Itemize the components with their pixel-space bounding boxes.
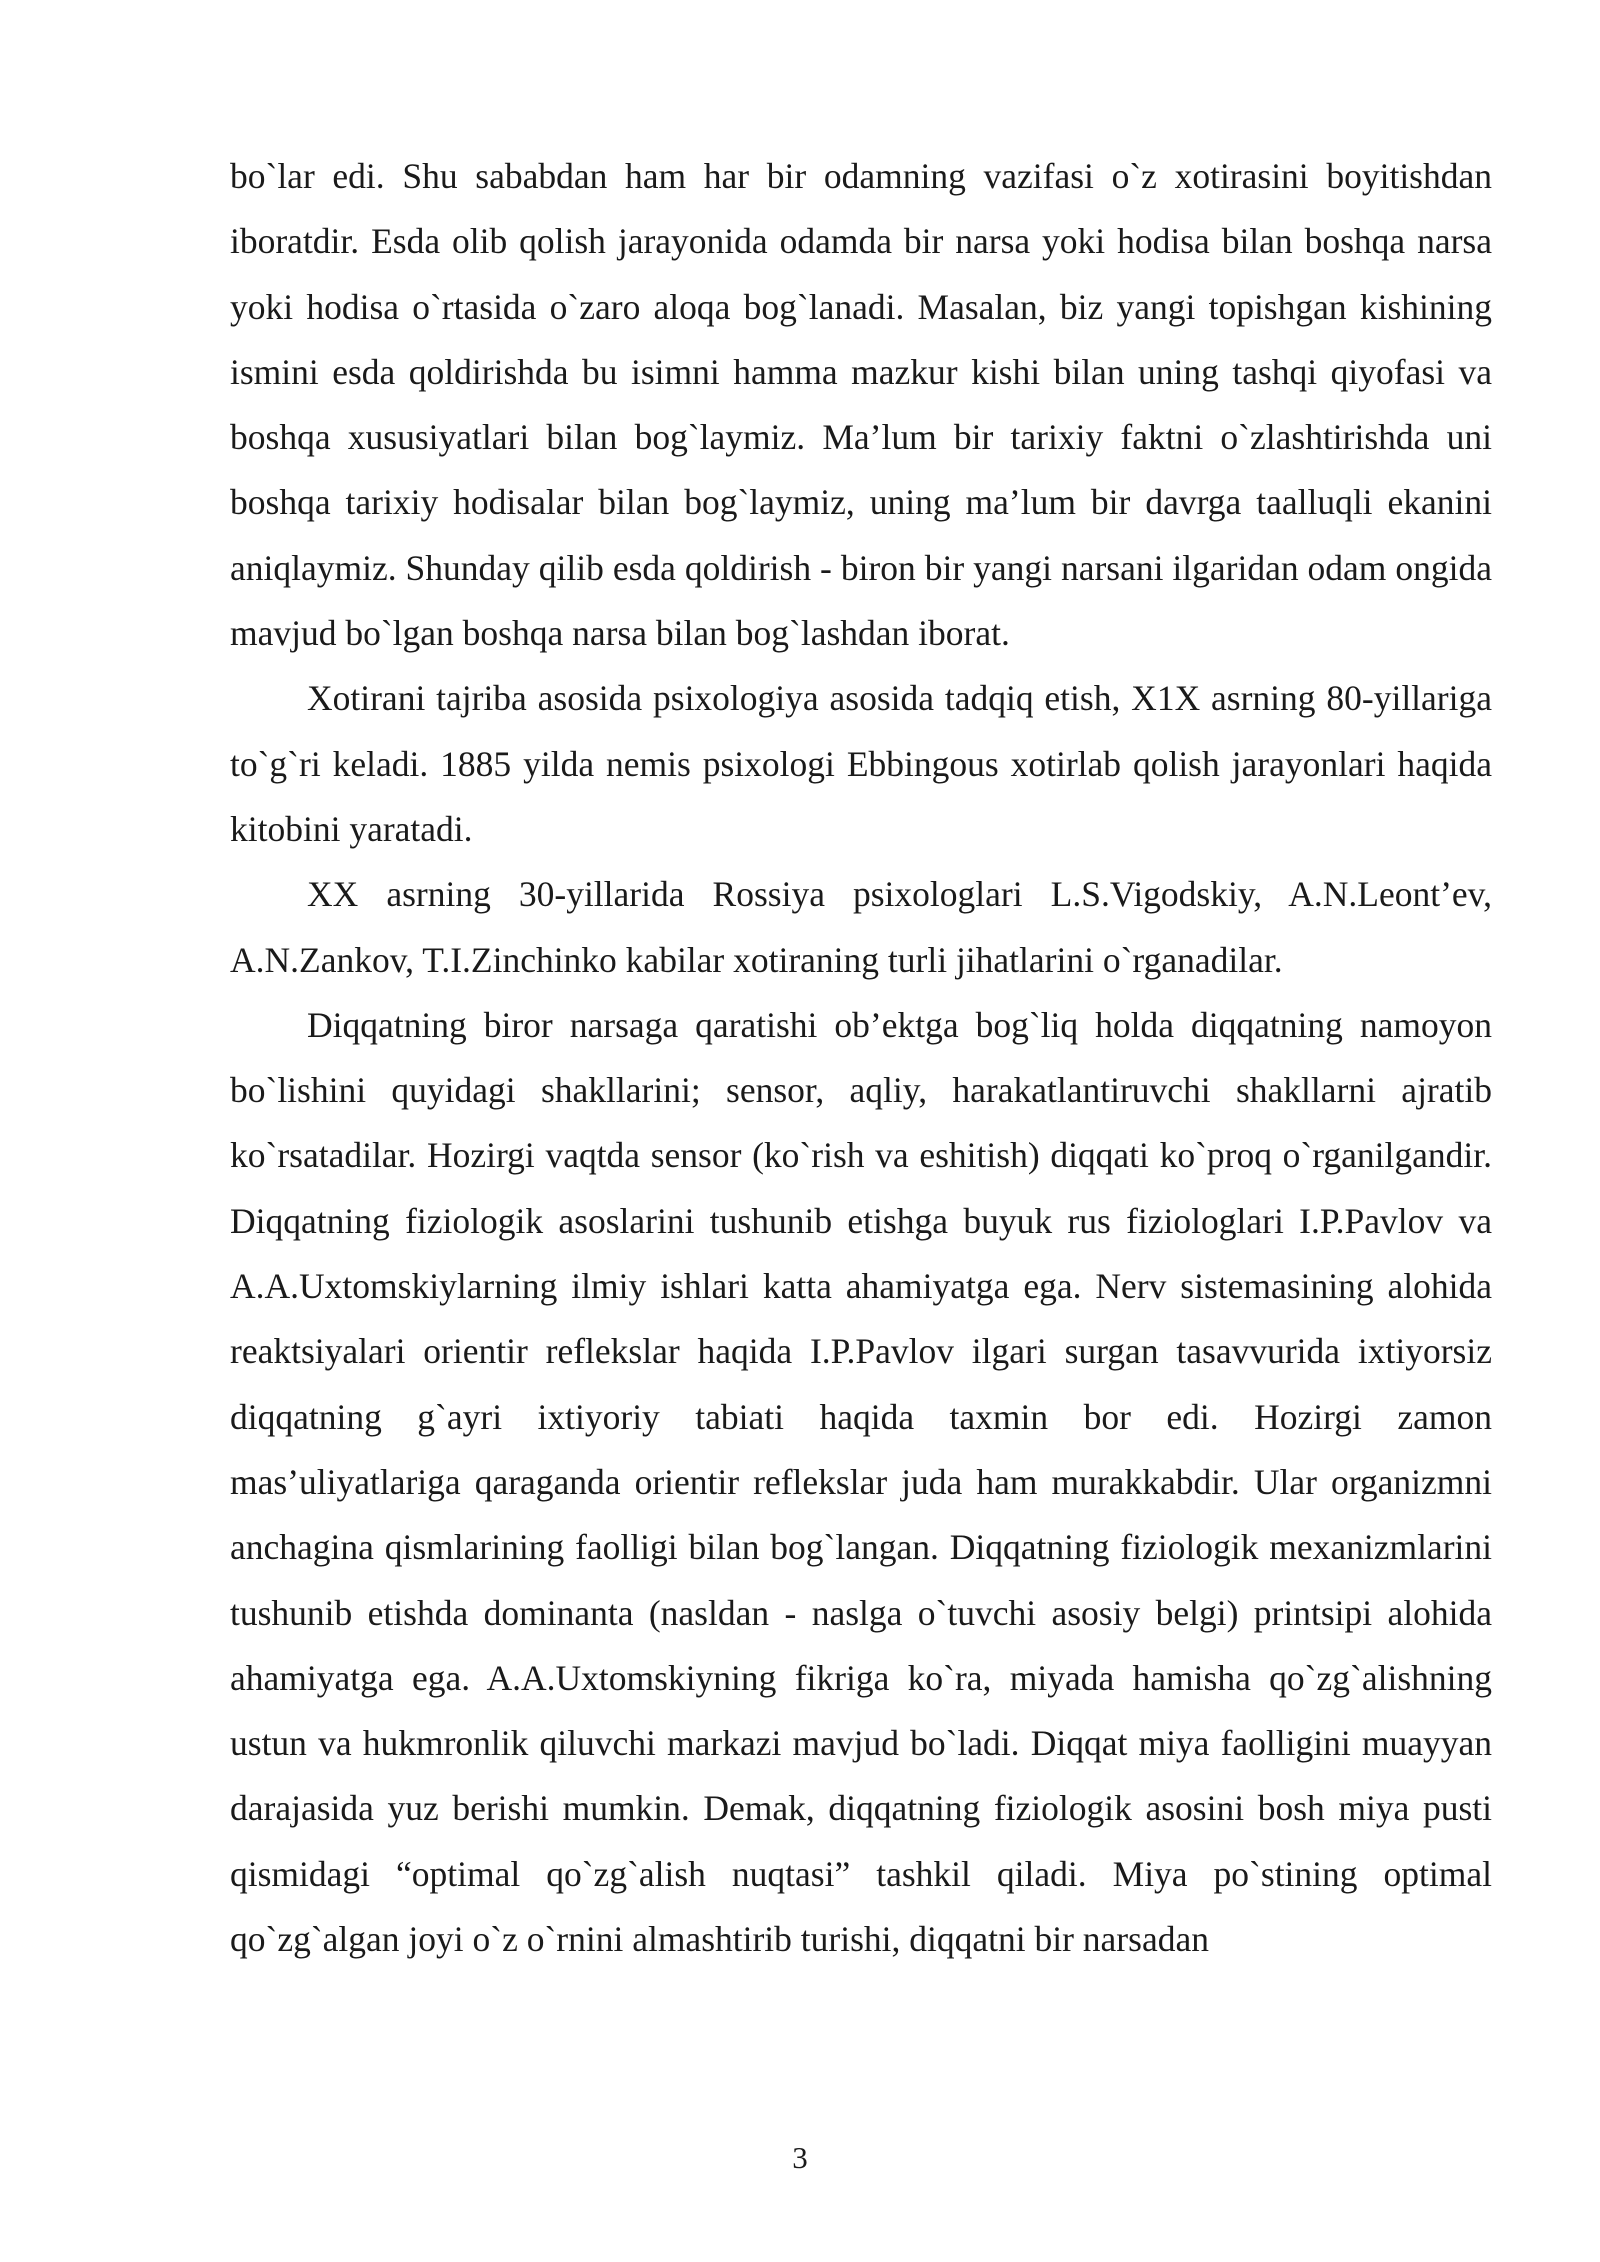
paragraph-attention-physiology: Diqqatning biror narsaga qaratishi ob’ektga bog`liq holda diqqatning namoyon bo`lishini quyidagi shakllarini; sensor, aqliy, harakatlantiruvchi shakllarni ajratib ko`rsatadilar. Hozirgi vaqtda sensor (ko`rish va eshitish) diqqati ko`proq o`rganilgandir. Diqqatning fiziologik asoslarini tushunib etishga buyuk rus fiziologlari I.P.Pavlov va A.A.Uxtomskiylarning ilmiy ishlari katta ahamiyatga ega. Nerv sistemasining alohida reaktsiyalari orientir reflekslar haqida I.P.Pavlov ilgari surgan tasavvurida ixtiyorsiz diqqatning g`ayri ixtiyoriy tabiati haqida taxmin bor edi. Hozirgi zamon mas’uliyatlariga qaraganda orientir reflekslar juda ham murakkabdir. Ular organizmni anchagina qismlarining faolligi bilan bog`langan. Diqqatning fiziologik mexanizmlarini tushunib etishda dominanta (nasldan - naslga o`tuvchi asosiy belgi) printsipi alohida ahamiyatga ega. A.A.Uxtomskiyning fikriga ko`ra, miyada hamisha qo`zg`alishning ustun va hukmronlik qiluvchi markazi mavjud bo`ladi. Diqqat miya faolligini muayyan darajasida yuz berishi mumkin. Demak, diqqatning fiziologik asosini bosh miya pusti qismidagi “optimal qo`zg`alish nuqtasi” tashkil qiladi. Miya po`stining optimal qo`zg`algan joyi o`z o`rnini almashtirib turishi, diqqatni bir narsadan	[230, 1004, 1492, 1960]
body-text	[230, 144, 1492, 1972]
paragraph-russian-psychologists: XX asrning 30-yillarida Rossiya psixologlari L.S.Vigodskiy, A.N.Leont’ev, A.N.Zankov, T.I.Zinchinko kabilar xotiraning turli jihatlarini o`rganadilar.	[230, 874, 1492, 980]
page-number: 3	[792, 2140, 808, 2175]
paragraph-continuation: bo`lar edi. Shu sababdan ham har bir odamning vazifasi o`z xotirasini boyitishdan iboratdir. Esda olib qolish jarayonida odamda bir narsa yoki hodisa bilan boshqa narsa yoki hodisa o`rtasida o`zaro aloqa bog`lanadi. Masalan, biz yangi topishgan kishining ismini esda qoldirishda bu isimni hamma mazkur kishi bilan uning tashqi qiyofasi va boshqa xususiyatlari bilan bog`laymiz. Ma’lum bir tarixiy faktni o`zlashtirishda uni boshqa tarixiy hodisalar bilan bog`laymiz, uning ma’lum bir davrga taalluqli ekanini aniqlaymiz. Shunday qilib esda qoldirish - biron bir yangi narsani ilgaridan odam ongida mavjud bo`lgan boshqa narsa bilan bog`lashdan iborat.	[230, 156, 1492, 654]
paragraph-memory-research: Xotirani tajriba asosida psixologiya asosida tadqiq etish, X1X asrning 80-yillariga to`g`ri keladi. 1885 yilda nemis psixologi Ebbingous xotirlab qolish jarayonlari haqida kitobini yaratadi.	[230, 678, 1492, 849]
